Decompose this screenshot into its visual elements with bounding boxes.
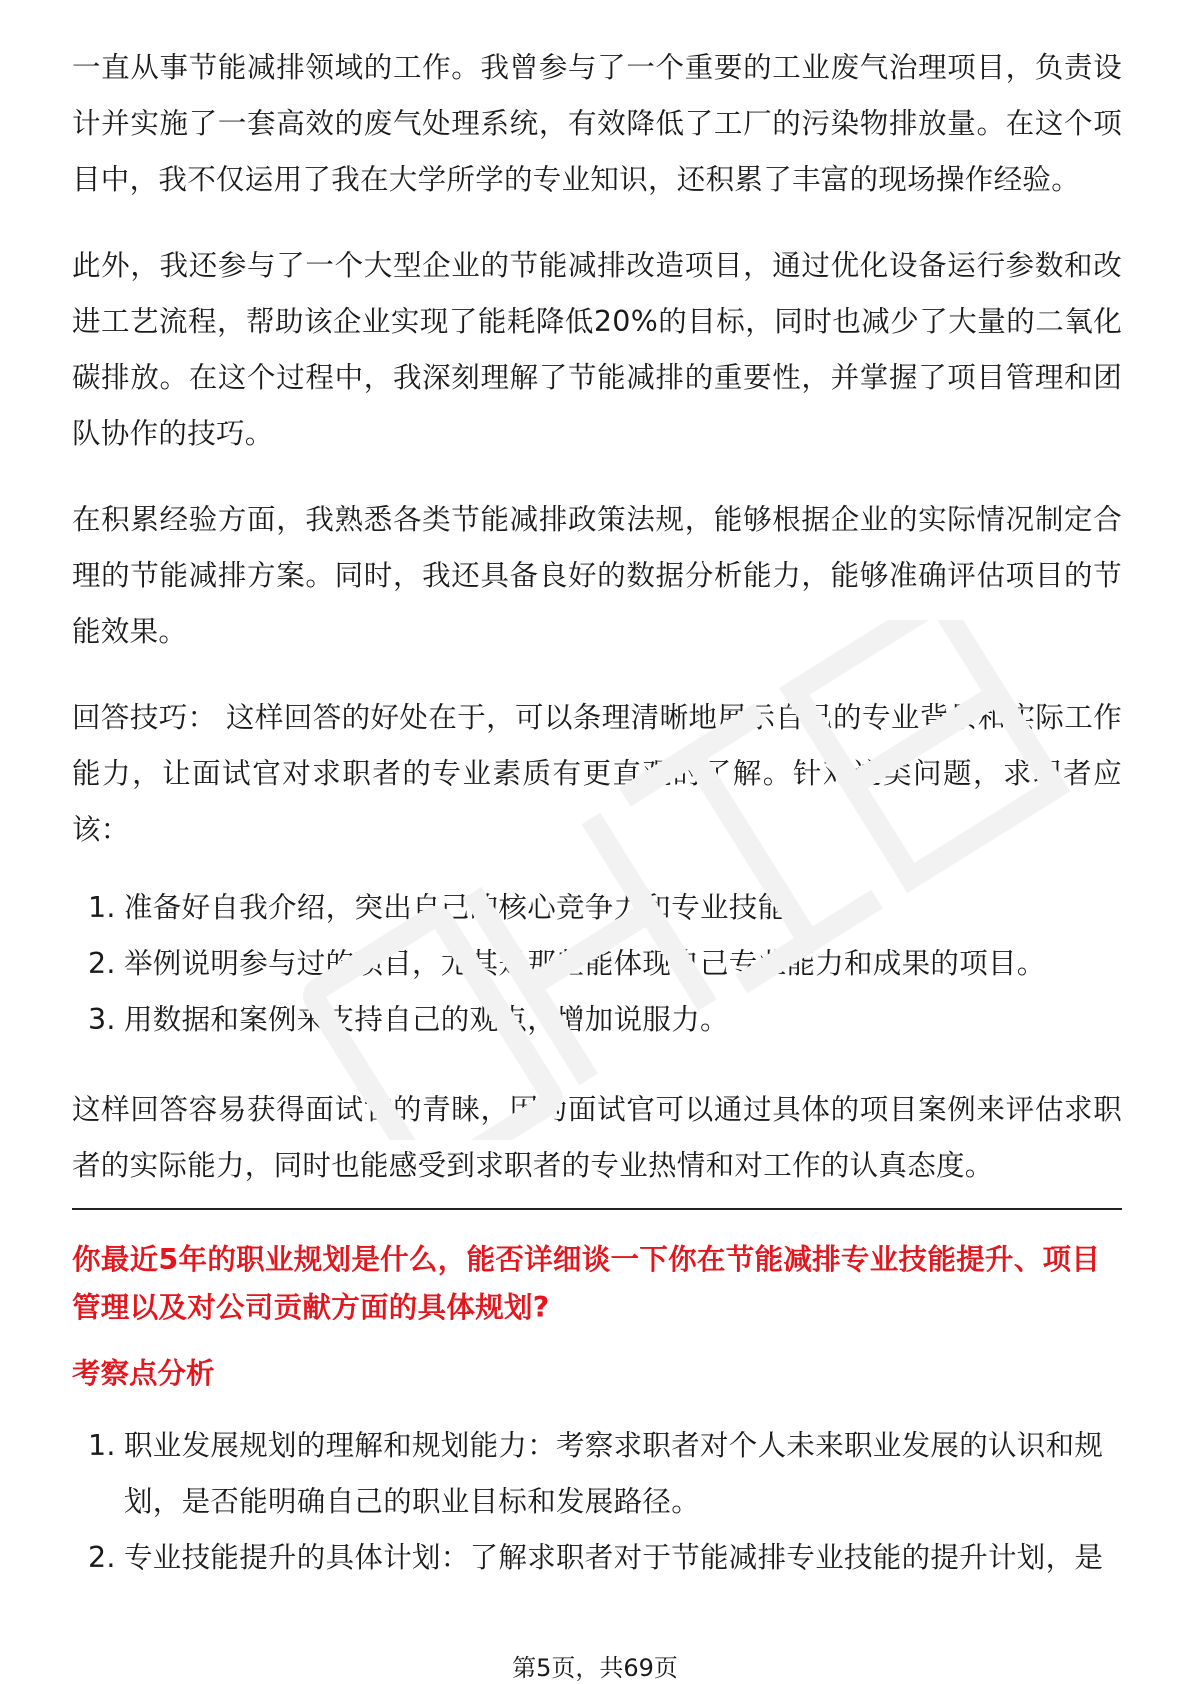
list-item: [72, 1418, 1122, 1530]
list-item: [72, 1530, 1122, 1586]
body-paragraph: 此外，我还参与了一个大型企业的节能减排改造项目，通过优化设备运行参数和改进工艺流程，帮助该企业实现了能耗降低20%的目标，同时也减少了大量的二氧化碳排放。在这个过程中，我深刻理解了节能减排的重要性，并掌握了项目管理和团队协作的技巧。: [72, 249, 1122, 450]
list-number: 1.: [88, 1429, 116, 1462]
body-paragraph: 一直从事节能减排领域的工作。我曾参与了一个重要的工业废气治理项目，负责设计并实施了一套高效的废气处理系统，有效降低了工厂的污染物排放量。在这个项目中，我不仅运用了我在大学所学的专业知识，还积累了丰富的现场操作经验。: [72, 51, 1122, 196]
document-page: [72, 40, 1122, 1620]
analysis-heading: 考察点分析: [72, 1357, 215, 1390]
list-number: 2.: [88, 1541, 116, 1574]
list-number: 1.: [88, 891, 116, 924]
list-item: [72, 880, 1122, 936]
list-number: 3.: [88, 1003, 116, 1036]
page-footer: 第5页，共69页: [512, 1654, 678, 1682]
analysis-list: [72, 1418, 1122, 1586]
interview-question: 你最近5年的职业规划是什么，能否详细谈一下你在节能减排专业技能提升、项目管理以及对公司贡献方面的具体规划?: [72, 1243, 1101, 1324]
list-number: 2.: [88, 947, 116, 980]
list-item: [72, 992, 1122, 1048]
list-item: [72, 936, 1122, 992]
tips-list: [72, 880, 1122, 1048]
list-item-text: 用数据和案例来支持自己的观点，增加说服力。: [124, 1003, 729, 1036]
answer-tips-paragraph: 回答技巧： 这样回答的好处在于，可以条理清晰地展示自己的专业背景和实际工作能力，让面试官对求职者的专业素质有更直观的了解。针对这类问题，求职者应该：: [72, 701, 1122, 846]
list-item-text: 职业发展规划的理解和规划能力：考察求职者对个人未来职业发展的认识和规划，是否能明确自己的职业目标和发展路径。: [124, 1429, 1104, 1518]
list-item-text: 举例说明参与过的项目，尤其是那些能体现自己专业能力和成果的项目。: [124, 947, 1046, 980]
section-divider: [72, 1208, 1122, 1210]
list-item-text: 专业技能提升的具体计划：了解求职者对于节能减排专业技能的提升计划，是: [124, 1541, 1104, 1574]
body-paragraph: 在积累经验方面，我熟悉各类节能减排政策法规，能够根据企业的实际情况制定合理的节能减排方案。同时，我还具备良好的数据分析能力，能够准确评估项目的节能效果。: [72, 503, 1122, 648]
closing-paragraph: 这样回答容易获得面试官的青睐，因为面试官可以通过具体的项目案例来评估求职者的实际能力，同时也能感受到求职者的专业热情和对工作的认真态度。: [72, 1093, 1122, 1182]
list-item-text: 准备好自我介绍，突出自己的核心竞争力和专业技能。: [124, 891, 816, 924]
